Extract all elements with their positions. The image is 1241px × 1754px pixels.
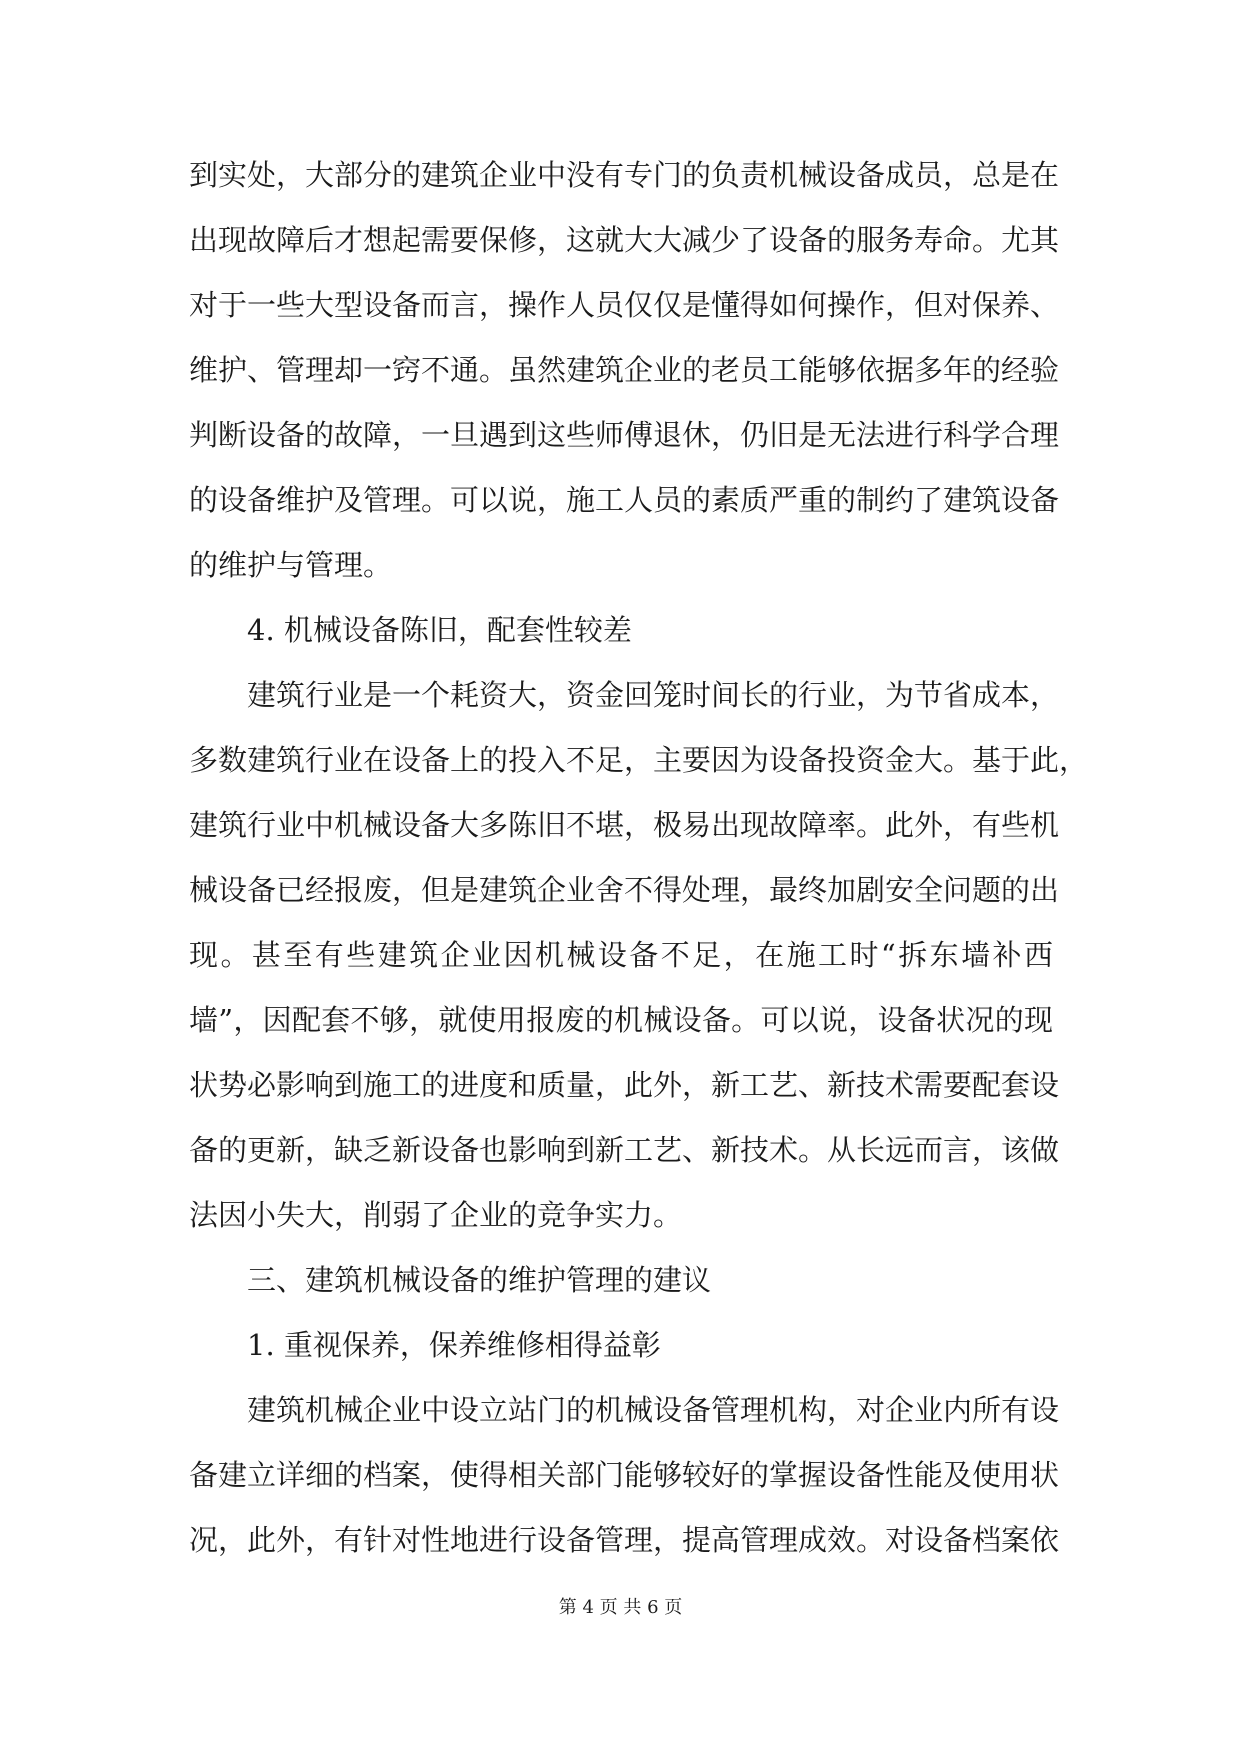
text-line: 三、建筑机械设备的维护管理的建议 bbox=[247, 1263, 712, 1297]
text-line: 判断设备的故障，一旦遇到这些师傅退休，仍旧是无法进行科学合理 bbox=[189, 418, 1060, 452]
text-line: 现。甚至有些建筑企业因机械设备不足，在施工时“拆东墙补西 bbox=[189, 938, 1053, 972]
text-line: 对于一些大型设备而言，操作人员仅仅是懂得如何操作，但对保养、 bbox=[189, 288, 1060, 322]
page-footer bbox=[0, 1596, 1241, 1620]
text-line: 备的更新，缺乏新设备也影响到新工艺、新技术。从长远而言，该做 bbox=[189, 1133, 1060, 1167]
paragraph bbox=[189, 1260, 1053, 1325]
paragraph bbox=[189, 1325, 1053, 1390]
document-body bbox=[189, 155, 1089, 1585]
text-line: 法因小失大，削弱了企业的竞争实力。 bbox=[189, 1198, 683, 1232]
text-line: 1. 重视保养，保养维修相得益彰 bbox=[247, 1328, 661, 1362]
text-line: 械设备已经报废，但是建筑企业舍不得处理，最终加剧安全问题的出 bbox=[189, 873, 1060, 907]
text-line: 的维护与管理。 bbox=[189, 548, 393, 582]
page-number: 第 4 页 共 6 页 bbox=[558, 1597, 683, 1618]
text-line: 多数建筑行业在设备上的投入不足，主要因为设备投资金大。基于此， bbox=[189, 743, 1089, 777]
text-line: 出现故障后才想起需要保修，这就大大减少了设备的服务寿命。尤其 bbox=[189, 223, 1060, 257]
text-line: 建筑机械企业中设立站门的机械设备管理机构，对企业内所有设 bbox=[247, 1393, 1060, 1427]
paragraph bbox=[189, 610, 1053, 675]
paragraph bbox=[189, 155, 1060, 610]
paragraph bbox=[189, 1390, 1060, 1585]
text-line: 况，此外，有针对性地进行设备管理，提高管理成效。对设备档案依 bbox=[189, 1523, 1060, 1557]
text-line: 备建立详细的档案，使得相关部门能够较好的掌握设备性能及使用状 bbox=[189, 1458, 1060, 1492]
paragraph bbox=[189, 675, 1089, 1260]
text-line: 状势必影响到施工的进度和质量，此外，新工艺、新技术需要配套设 bbox=[189, 1068, 1060, 1102]
text-line: 的设备维护及管理。可以说，施工人员的素质严重的制约了建筑设备 bbox=[189, 483, 1060, 517]
text-line: 维护、管理却一窍不通。虽然建筑企业的老员工能够依据多年的经验 bbox=[189, 353, 1060, 387]
text-line: 4. 机械设备陈旧，配套性较差 bbox=[247, 613, 632, 647]
text-line: 到实处，大部分的建筑企业中没有专门的负责机械设备成员，总是在 bbox=[189, 158, 1060, 192]
text-line: 建筑行业是一个耗资大，资金回笼时间长的行业，为节省成本， bbox=[247, 678, 1060, 712]
text-line: 建筑行业中机械设备大多陈旧不堪，极易出现故障率。此外，有些机 bbox=[189, 808, 1060, 842]
text-line: 墙”，因配套不够，就使用报废的机械设备。可以说，设备状况的现 bbox=[189, 1003, 1053, 1037]
